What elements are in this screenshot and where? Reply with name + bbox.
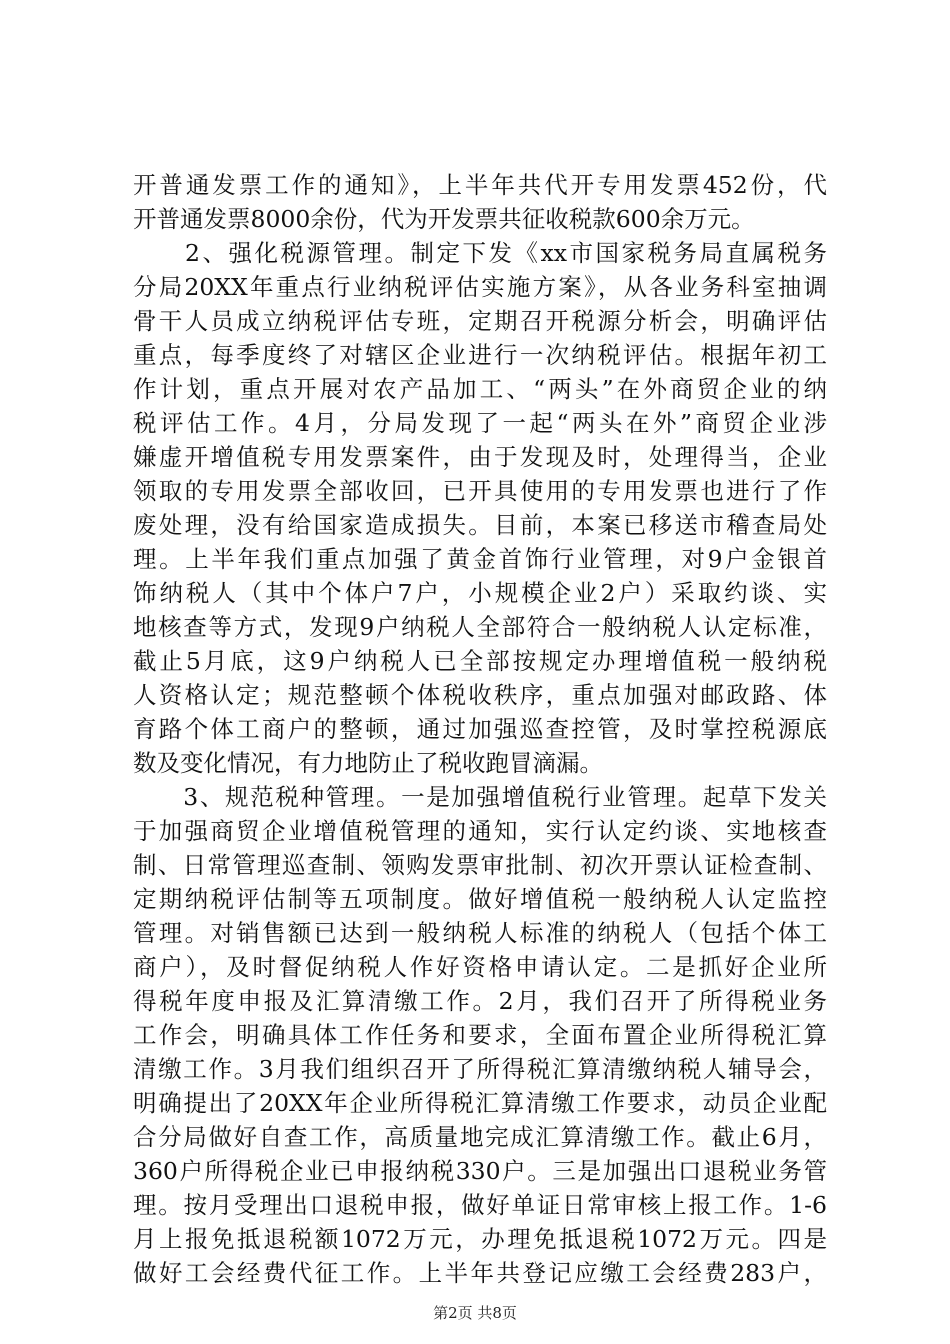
text-line: 开普通发票工作的通知》，上半年共代开专用发票452份，代: [133, 171, 827, 199]
text-line: 3、规范税种管理。一是加强增值税行业管理。起草下发关: [133, 783, 827, 811]
text-line: 重点，每季度终了对辖区企业进行一次纳税评估。根据年初工: [133, 341, 827, 369]
text-line: 嫌虚开增值税专用发票案件，由于发现及时，处理得当，企业: [133, 443, 827, 471]
text-line: 做好工会经费代征工作。上半年共登记应缴工会经费283户，: [133, 1259, 827, 1287]
text-line: 饰纳税人（其中个体户7户，小规模企业2户）采取约谈、实: [133, 579, 827, 607]
text-line: 月上报免抵退税额1072万元，办理免抵退税1072万元。四是: [133, 1225, 827, 1253]
text-line: 数及变化情况，有力地防止了税收跑冒滴漏。: [133, 749, 603, 777]
text-line: 合分局做好自查工作，高质量地完成汇算清缴工作。截止6月，: [133, 1123, 827, 1151]
page-number-footer: 第2页 共8页: [433, 1304, 517, 1322]
text-line: 骨干人员成立纳税评估专班，定期召开税源分析会，明确评估: [133, 307, 827, 335]
text-line: 人资格认定；规范整顿个体税收秩序，重点加强对邮政路、体: [133, 681, 827, 709]
text-line: 明确提出了20XX年企业所得税汇算清缴工作要求，动员企业配: [133, 1089, 827, 1117]
text-line: 清缴工作。3月我们组织召开了所得税汇算清缴纳税人辅导会，: [133, 1055, 827, 1083]
text-line: 废处理，没有给国家造成损失。目前，本案已移送市稽查局处: [133, 511, 827, 539]
text-line: 育路个体工商户的整顿，通过加强巡查控管，及时掌控税源底: [133, 715, 827, 743]
text-line: 理。按月受理出口退税申报，做好单证日常审核上报工作。1-6: [133, 1191, 827, 1219]
text-line: 工作会，明确具体工作任务和要求，全面布置企业所得税汇算: [133, 1021, 827, 1049]
text-line: 地核查等方式，发现9户纳税人全部符合一般纳税人认定标准，: [133, 613, 827, 641]
text-line: 于加强商贸企业增值税管理的通知，实行认定约谈、实地核查: [133, 817, 827, 845]
text-line: 管理。对销售额已达到一般纳税人标准的纳税人（包括个体工: [133, 919, 827, 947]
text-line: 分局20XX年重点行业纳税评估实施方案》，从各业务科室抽调: [133, 273, 827, 301]
text-line: 定期纳税评估制等五项制度。做好增值税一般纳税人认定监控: [133, 885, 827, 913]
text-line: 2、强化税源管理。制定下发《xx市国家税务局直属税务: [133, 239, 827, 267]
text-line: 领取的专用发票全部收回，已开具使用的专用发票也进行了作: [133, 477, 827, 505]
text-line: 作计划，重点开展对农产品加工、“两头”在外商贸企业的纳: [133, 375, 827, 403]
text-line: 360户所得税企业已申报纳税330户。三是加强出口退税业务管: [133, 1157, 827, 1185]
text-line: 商户），及时督促纳税人作好资格申请认定。二是抓好企业所: [133, 953, 827, 981]
text-line: 制、日常管理巡查制、领购发票审批制、初次开票认证检查制、: [133, 851, 827, 879]
text-line: 税评估工作。4月，分局发现了一起“两头在外”商贸企业涉: [133, 409, 827, 437]
text-line: 截止5月底，这9户纳税人已全部按规定办理增值税一般纳税: [133, 647, 827, 675]
text-line: 理。上半年我们重点加强了黄金首饰行业管理，对9户金银首: [133, 545, 827, 573]
text-line: 得税年度申报及汇算清缴工作。2月，我们召开了所得税业务: [133, 987, 827, 1015]
text-line: 开普通发票8000余份，代为开发票共征收税款600余万元。: [133, 205, 755, 233]
